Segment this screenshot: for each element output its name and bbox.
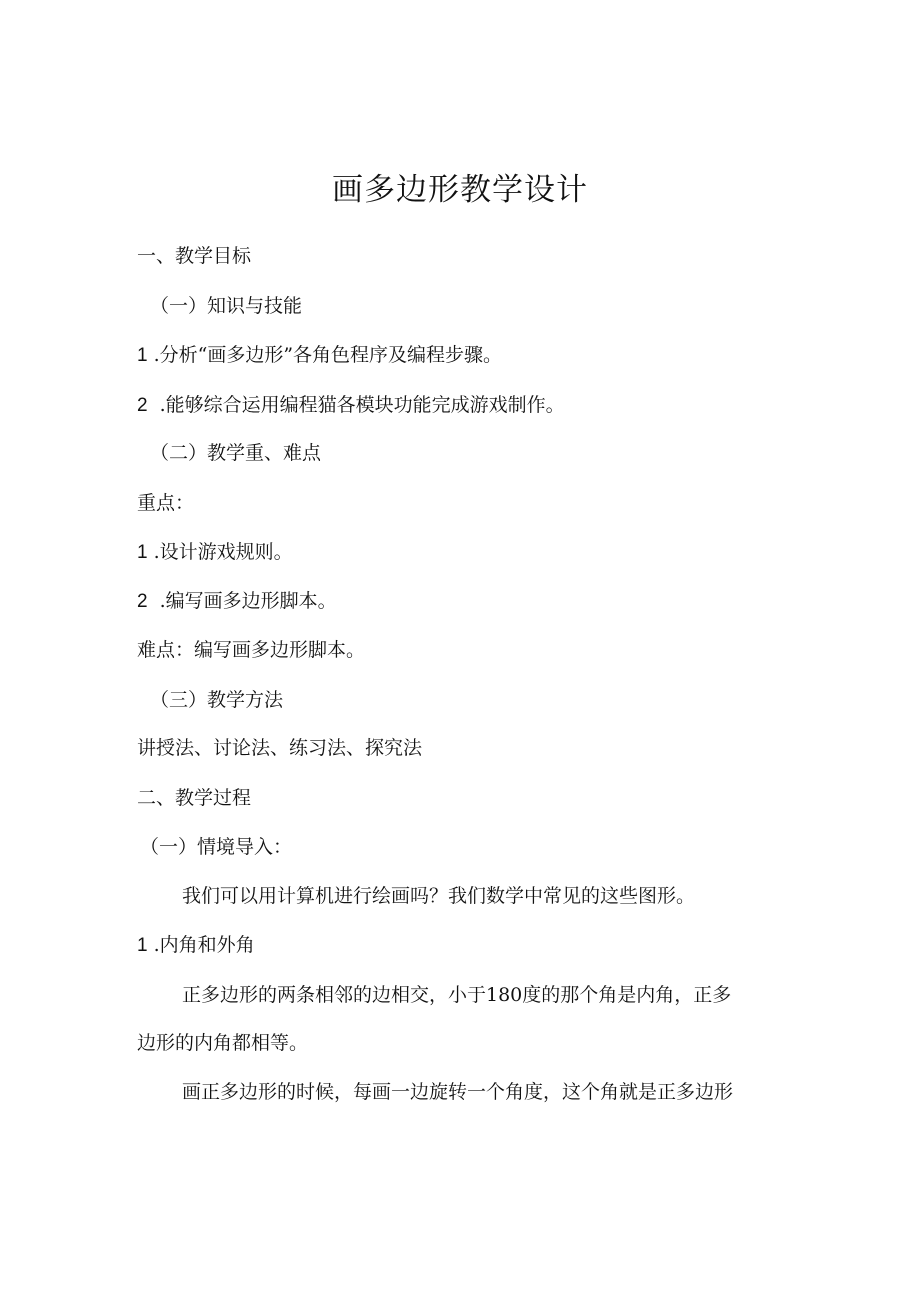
list-text: .能够综合运用编程猫各模块功能完成游戏制作。 — [159, 394, 565, 416]
list-number: 1 — [137, 935, 148, 956]
list-number: 2 — [137, 395, 148, 416]
key-points-label: 重点： — [137, 492, 195, 514]
objective-item-2 — [137, 393, 565, 418]
list-text: .内角和外角 — [153, 934, 255, 956]
subheading-teaching-methods: （三）教学方法 — [150, 689, 284, 711]
section-heading-teaching-process: 二、教学过程 — [137, 787, 252, 809]
list-number: 1 — [137, 345, 148, 366]
paragraph-interior-angle-line-2: 边形的内角都相等。 — [137, 1032, 309, 1054]
list-text: .设计游戏规则。 — [153, 541, 293, 563]
subheading-scenario-intro: （一）情境导入： — [140, 836, 293, 858]
list-text: .分析“画多边形”各角色程序及编程步骤。 — [153, 344, 503, 366]
page-title: 画多边形教学设计 — [332, 172, 588, 208]
paragraph-exterior-angle-line-1: 画正多边形的时候，每画一边旋转一个角度，这个角就是正多边形 — [182, 1081, 734, 1103]
intro-paragraph: 我们可以用计算机进行绘画吗？我们数学中常见的这些图形。 — [182, 885, 696, 907]
section-heading-teaching-objectives: 一、教学目标 — [137, 245, 252, 267]
list-number: 1 — [137, 542, 148, 563]
paragraph-interior-angle-line-1: 正多边形的两条相邻的边相交，小于180度的那个角是内角，正多 — [182, 984, 732, 1006]
subheading-knowledge-skills: （一）知识与技能 — [150, 295, 303, 317]
objective-item-1 — [137, 343, 502, 368]
teaching-methods-text: 讲授法、讨论法、练习法、探究法 — [137, 737, 423, 759]
key-point-item-1 — [137, 540, 293, 565]
subheading-key-difficult-points: （二）教学重、难点 — [150, 442, 322, 464]
process-item-1 — [137, 933, 255, 958]
list-text: .编写画多边形脚本。 — [159, 590, 337, 612]
difficult-point: 难点：编写画多边形脚本。 — [137, 639, 366, 661]
key-point-item-2 — [137, 589, 337, 614]
list-number: 2 — [137, 591, 148, 612]
